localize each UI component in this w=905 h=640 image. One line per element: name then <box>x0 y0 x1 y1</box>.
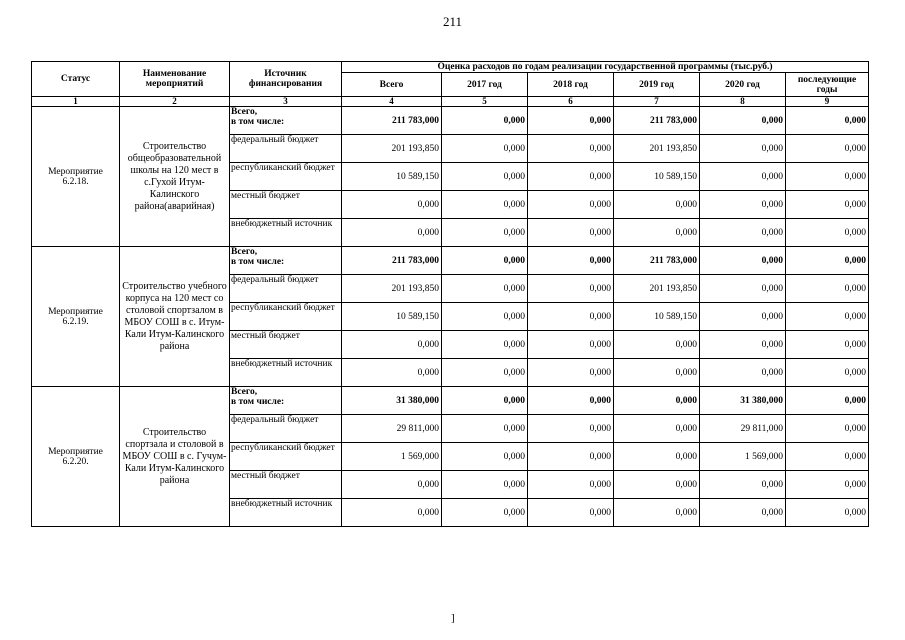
header-col: Всего <box>342 73 442 97</box>
amount-cell: 0,000 <box>700 303 786 331</box>
amount-cell: 0,000 <box>700 219 786 247</box>
header-source: Источник финансирования <box>230 62 342 97</box>
amount-cell: 0,000 <box>442 191 528 219</box>
amount-cell: 0,000 <box>528 163 614 191</box>
index-cell: 9 <box>786 97 869 107</box>
table-row <box>32 387 869 415</box>
amount-cell: 0,000 <box>528 107 614 135</box>
index-cell: 3 <box>230 97 342 107</box>
amount-cell: 211 783,000 <box>614 247 700 275</box>
amount-cell: 29 811,000 <box>700 415 786 443</box>
funding-source: федеральный бюджет <box>230 415 342 443</box>
measure-status: Мероприятие 6.2.18. <box>32 107 120 247</box>
amount-cell: 0,000 <box>528 303 614 331</box>
header-col: 2018 год <box>528 73 614 97</box>
amount-cell: 0,000 <box>342 499 442 527</box>
index-cell: 4 <box>342 97 442 107</box>
funding-source: Всего, в том числе: <box>230 387 342 415</box>
amount-cell: 0,000 <box>786 303 869 331</box>
amount-cell: 0,000 <box>442 471 528 499</box>
amount-cell: 0,000 <box>442 443 528 471</box>
header-col: последующие годы <box>786 73 869 97</box>
amount-cell: 0,000 <box>786 275 869 303</box>
index-cell: 6 <box>528 97 614 107</box>
amount-cell: 0,000 <box>528 331 614 359</box>
amount-cell: 0,000 <box>528 247 614 275</box>
amount-cell: 201 193,850 <box>342 135 442 163</box>
amount-cell: 0,000 <box>442 499 528 527</box>
amount-cell: 0,000 <box>786 191 869 219</box>
funding-source: внебюджетный источник <box>230 219 342 247</box>
amount-cell: 0,000 <box>786 247 869 275</box>
header-name: Наименование мероприятий <box>120 62 230 97</box>
measure-name: Строительство общеобразовательной школы на 120 мест в с.Гухой Итум-Калинского района(аварийная) <box>120 107 230 247</box>
amount-cell: 0,000 <box>442 415 528 443</box>
funding-source: внебюджетный источник <box>230 359 342 387</box>
amount-cell: 0,000 <box>786 387 869 415</box>
amount-cell: 0,000 <box>700 191 786 219</box>
amount-cell: 0,000 <box>786 471 869 499</box>
amount-cell: 29 811,000 <box>342 415 442 443</box>
amount-cell: 0,000 <box>786 499 869 527</box>
footer-mark: ] <box>451 612 455 624</box>
amount-cell: 1 569,000 <box>342 443 442 471</box>
measure-name: Строительство учебного корпуса на 120 мест со столовой спортзалом в МБОУ СОШ в с. Итум-Кали Итум-Калинского района <box>120 247 230 387</box>
header-col: 2020 год <box>700 73 786 97</box>
amount-cell: 0,000 <box>614 415 700 443</box>
index-cell: 7 <box>614 97 700 107</box>
amount-cell: 0,000 <box>342 191 442 219</box>
amount-cell: 0,000 <box>342 331 442 359</box>
funding-source: местный бюджет <box>230 331 342 359</box>
index-cell: 1 <box>32 97 120 107</box>
amount-cell: 0,000 <box>342 471 442 499</box>
amount-cell: 0,000 <box>614 331 700 359</box>
amount-cell: 10 589,150 <box>342 163 442 191</box>
funding-source: республиканский бюджет <box>230 303 342 331</box>
funding-source: внебюджетный источник <box>230 499 342 527</box>
amount-cell: 10 589,150 <box>342 303 442 331</box>
amount-cell: 0,000 <box>700 275 786 303</box>
header-status: Статус <box>32 62 120 97</box>
amount-cell: 0,000 <box>528 135 614 163</box>
amount-cell: 0,000 <box>614 471 700 499</box>
amount-cell: 31 380,000 <box>342 387 442 415</box>
expenses-table <box>31 61 869 527</box>
amount-cell: 0,000 <box>528 275 614 303</box>
amount-cell: 0,000 <box>700 471 786 499</box>
amount-cell: 0,000 <box>442 387 528 415</box>
amount-cell: 0,000 <box>614 219 700 247</box>
amount-cell: 0,000 <box>700 331 786 359</box>
amount-cell: 0,000 <box>528 387 614 415</box>
amount-cell: 0,000 <box>786 135 869 163</box>
amount-cell: 0,000 <box>700 247 786 275</box>
measure-name: Строительство спортзала и столовой в МБОУ СОШ в с. Гучум-Кали Итум-Калинского района <box>120 387 230 527</box>
amount-cell: 0,000 <box>442 163 528 191</box>
amount-cell: 0,000 <box>528 499 614 527</box>
amount-cell: 0,000 <box>614 191 700 219</box>
amount-cell: 0,000 <box>786 163 869 191</box>
amount-cell: 0,000 <box>614 443 700 471</box>
amount-cell: 211 783,000 <box>342 107 442 135</box>
amount-cell: 10 589,150 <box>614 303 700 331</box>
amount-cell: 0,000 <box>342 219 442 247</box>
funding-source: республиканский бюджет <box>230 443 342 471</box>
table-row <box>32 247 869 275</box>
amount-cell: 0,000 <box>528 471 614 499</box>
amount-cell: 201 193,850 <box>614 275 700 303</box>
funding-source: федеральный бюджет <box>230 275 342 303</box>
funding-source: федеральный бюджет <box>230 135 342 163</box>
amount-cell: 0,000 <box>442 303 528 331</box>
amount-cell: 31 380,000 <box>700 387 786 415</box>
amount-cell: 0,000 <box>614 387 700 415</box>
funding-source: местный бюджет <box>230 471 342 499</box>
amount-cell: 1 569,000 <box>700 443 786 471</box>
amount-cell: 0,000 <box>614 499 700 527</box>
amount-cell: 0,000 <box>786 219 869 247</box>
amount-cell: 0,000 <box>442 219 528 247</box>
measure-status: Мероприятие 6.2.20. <box>32 387 120 527</box>
amount-cell: 0,000 <box>342 359 442 387</box>
amount-cell: 0,000 <box>786 443 869 471</box>
amount-cell: 10 589,150 <box>614 163 700 191</box>
index-cell: 2 <box>120 97 230 107</box>
amount-cell: 0,000 <box>700 163 786 191</box>
measure-status: Мероприятие 6.2.19. <box>32 247 120 387</box>
amount-cell: 0,000 <box>786 359 869 387</box>
funding-source: местный бюджет <box>230 191 342 219</box>
funding-source: Всего, в том числе: <box>230 107 342 135</box>
amount-cell: 211 783,000 <box>614 107 700 135</box>
index-cell: 8 <box>700 97 786 107</box>
header-group: Оценка расходов по годам реализации государственной программы (тыс.руб.) <box>342 62 869 73</box>
amount-cell: 0,000 <box>786 331 869 359</box>
amount-cell: 0,000 <box>442 359 528 387</box>
amount-cell: 0,000 <box>528 219 614 247</box>
funding-source: республиканский бюджет <box>230 163 342 191</box>
amount-cell: 0,000 <box>442 331 528 359</box>
header-col: 2017 год <box>442 73 528 97</box>
amount-cell: 201 193,850 <box>614 135 700 163</box>
index-cell: 5 <box>442 97 528 107</box>
amount-cell: 0,000 <box>442 247 528 275</box>
amount-cell: 0,000 <box>528 415 614 443</box>
amount-cell: 0,000 <box>786 415 869 443</box>
table-row <box>32 107 869 135</box>
header-col: 2019 год <box>614 73 700 97</box>
amount-cell: 0,000 <box>786 107 869 135</box>
amount-cell: 0,000 <box>700 107 786 135</box>
amount-cell: 0,000 <box>442 135 528 163</box>
amount-cell: 0,000 <box>442 107 528 135</box>
amount-cell: 0,000 <box>700 135 786 163</box>
funding-source: Всего, в том числе: <box>230 247 342 275</box>
amount-cell: 0,000 <box>528 191 614 219</box>
amount-cell: 0,000 <box>614 359 700 387</box>
amount-cell: 0,000 <box>442 275 528 303</box>
amount-cell: 211 783,000 <box>342 247 442 275</box>
amount-cell: 201 193,850 <box>342 275 442 303</box>
amount-cell: 0,000 <box>528 443 614 471</box>
amount-cell: 0,000 <box>700 359 786 387</box>
page-number: 211 <box>442 14 463 29</box>
amount-cell: 0,000 <box>700 499 786 527</box>
amount-cell: 0,000 <box>528 359 614 387</box>
